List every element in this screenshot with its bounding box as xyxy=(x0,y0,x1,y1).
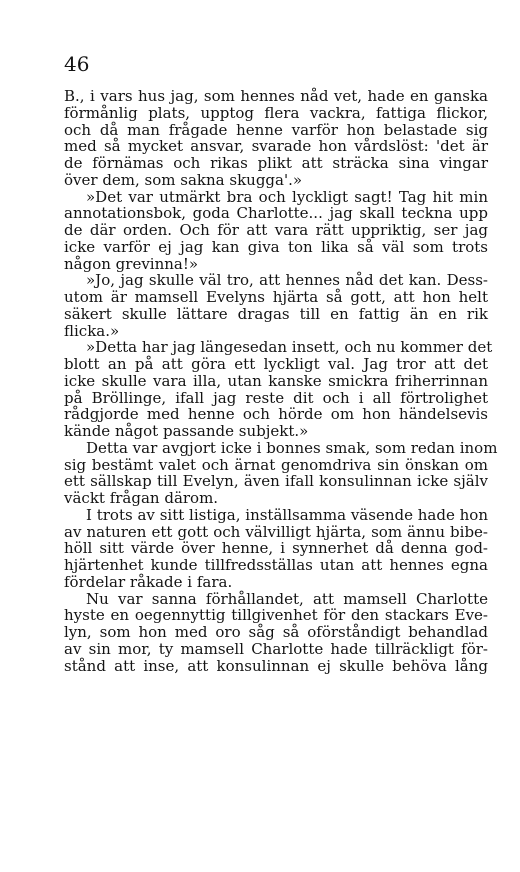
text-line: på Bröllinge, ifall jag reste dit och i all förtrolighet xyxy=(64,388,488,407)
text-line: B., i vars hus jag, som hennes nåd vet, hade en ganska xyxy=(64,87,488,105)
text-line: de där orden. Och för att vara rätt uppriktig, ser jag xyxy=(64,221,488,239)
text-line: av sin mor, ty mamsell Charlotte hade tillräckligt för- xyxy=(64,639,488,658)
text-line: utom är mamsell Evelyns hjärta så gott, att hon helt xyxy=(64,288,488,306)
text-line: Detta var avgjort icke i bonnes smak, som redan inom xyxy=(86,438,498,457)
text-line: annotationsbok, goda Charlotte... jag skall teckna upp xyxy=(64,204,488,223)
text-line: lyn, som hon med oro såg så oförståndigt behandlad xyxy=(64,623,488,641)
text-line: kände något passande subjekt.» xyxy=(64,422,309,440)
text-line: ett sällskap till Evelyn, även ifall konsulinnan icke själv xyxy=(64,472,488,491)
text-line: icke varför ej jag kan giva ton lika så väl som trots xyxy=(64,237,488,256)
text-line: I trots av sitt listiga, inställsamma väsende hade hon xyxy=(86,505,488,524)
text-line: »Det var utmärkt bra och lyckligt sagt! Tag hit min xyxy=(86,187,488,206)
text-line: »Detta har jag längesedan insett, och nu kommer det xyxy=(86,338,493,357)
text-line: rådgjorde med henne och hörde om hon händelsevis xyxy=(64,405,488,424)
text-line: höll sitt värde över henne, i synnerhet då denna god- xyxy=(64,539,488,558)
text-line: Nu var sanna förhållandet, att mamsell Charlotte xyxy=(86,589,488,608)
text-line: väckt frågan därom. xyxy=(64,489,219,507)
text-line: icke skulle vara illa, utan kanske smickra friherrinnan xyxy=(64,371,488,390)
text-line: »Jo, jag skulle väl tro, att hennes nåd det kan. Dess- xyxy=(86,271,488,290)
text-line: någon grevinna!» xyxy=(64,254,199,273)
text-line: sig bestämt valet och ärnat genomdriva sin önskan om xyxy=(64,455,488,474)
text-line: av naturen ett gott och välvilligt hjärta, som ännu bibe- xyxy=(64,522,488,541)
text-line: stånd att inse, att konsulinnan ej skulle behöva lång xyxy=(64,656,488,675)
text-line: och då man frågade henne varför hon belastade sig xyxy=(64,120,488,139)
text-line: fördelar råkade i fara. xyxy=(64,572,233,591)
text-line: de förnämas och rikas plikt att sträcka sina vingar xyxy=(64,154,488,172)
text-line: förmånlig plats, upptog flera vackra, fattiga flickor, xyxy=(64,103,488,122)
page-number: 46 xyxy=(64,52,90,76)
text-line: med så mycket ansvar, svarade hon vårdslöst: 'det är xyxy=(64,137,488,156)
text-line: blott an på att göra ett lyckligt val. Jag tror att det xyxy=(64,355,488,373)
text-line: hjärtenhet kunde tillfredsställas utan att hennes egna xyxy=(64,556,488,574)
text-line: säkert skulle lättare dragas till en fattig än en rik xyxy=(64,304,488,323)
text-line: hyste en oegennyttig tillgivenhet för den stackars Eve- xyxy=(64,606,488,625)
text-line: över dem, som sakna skugga'.» xyxy=(64,170,303,189)
body-text xyxy=(64,87,498,675)
text-line: flicka.» xyxy=(64,321,120,340)
